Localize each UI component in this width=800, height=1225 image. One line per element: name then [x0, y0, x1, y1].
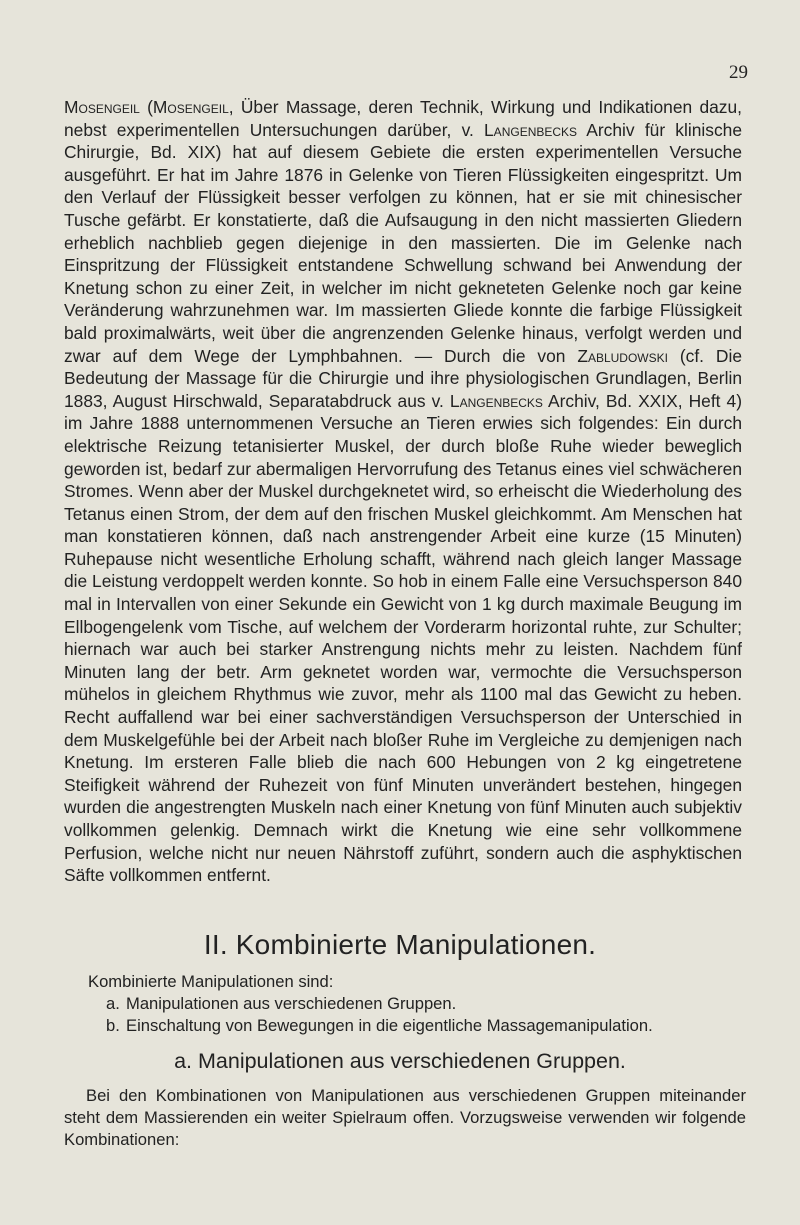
list-item-text: Einschaltung von Bewegungen in die eigentliche Massagemanipulation. — [126, 1016, 653, 1035]
journal-reference: Langenbecks — [449, 390, 543, 411]
paragraph-text: Archiv, Bd. XXIX, Heft 4) im Jahre 1888 unternommenen Versuche an Tieren erwies sich folgendes: Ein durch elektrische Reizung tetanisierter Muskel, der durch bloße Ruhe wieder beweglich geworden ist, bedarf zur abermaligen Hervorrufung des Tetanus eines viel schwächeren Stromes. Wenn aber der Muskel durchgeknetet wird, so erheischt die Wiederholung des Tetanus einen Strom, der dem auf den frischen Muskel gleichkommt. Am Menschen hat man konstatieren können, daß nach anstrengender Arbeit eine kurze (15 Minuten) Ruhepause nicht wesentliche Erholung schafft, während nach gleich langer Massage die Leistung verdoppelt werden konnte. So hob in einem Falle eine Versuchsperson 840 mal in Intervallen von einer Sekunde ein Gewicht von 1 kg durch maximale Beugung im Ellbogengelenk vom Tische, auf welchem der Vorderarm horizontal ruhte, zur Schulter; hiernach war auch bei starker Anstrengung nichts mehr zu leisten. Nachdem fünf Minuten lang der betr. Arm geknetet worden war, vermochte die Versuchsperson mühelos in gleichem Rhythmus wie zuvor, mehr als 1100 mal das Gewicht zu heben. Recht auffallend war bei einer sachverständigen Versuchsperson der Unterschied in dem Muskelgefühle bei der Arbeit nach bloßer Ruhe im Vergleiche zu demjenigen nach Knetung. Im ersteren Falle blieb die nach 600 Hebungen von 2 kg eingetretene Steifigkeit während der Ruhezeit von fünf Minuten unverändert bestehen, hingegen wurden die angestrengten Muskeln nach einer Knetung von fünf Minuten auch subjektiv vollkommen gelenkig. Demnach wirkt die Knetung wie eine sehr vollkommene Perfusion, welche nicht nur neuen Nährstoff zuführt, sondern auch die asphyktischen Säfte vollkommen entfernt. — [64, 390, 742, 886]
author-name: Zabludowski — [577, 345, 668, 366]
list-item — [106, 1015, 766, 1037]
author-name: Mosengeil — [152, 97, 229, 117]
paragraph-combinations: Bei den Kombinationen von Manipulationen aus verschiedenen Gruppen miteinander steht dem Massierenden ein weiter Spielraum offen. Vorzugsweise verwenden wir folgende Kombinationen: — [64, 1086, 746, 1149]
paragraph-text: Archiv für klinische Chirurgie, Bd. XIX) hat auf diesem Gebiete die ersten experimentellen Versuche ausgeführt. Er hat im Jahre 1876 in Gelenke von Tieren Flüssigkeiten eingespritzt. Um den Verlauf der Flüssigkeit besser verfolgen zu können, hat er sie mit chinesischer Tusche gefärbt. Er konstatierte, daß die Aufsaugung in den nicht massierten Gliedern erheblich nachblieb gegen diejenige in den massierten. Die im Gelenke nach Einspritzung der Flüssigkeit entstandene Schwellung schwand bei Anwendung der Knetung schon zu einer Zeit, in welcher im nicht gekneteten Gelenke noch gar keine Veränderung wahrzunehmen war. Im massierten Gliede konnte die farbige Flüssigkeit bald proximalwärts, weit über die angrenzenden Gelenke hinaus, verfolgt werden und zwar auf dem Wege der Lymphbahnen. — Durch die von — [64, 119, 743, 366]
list-marker: a. — [106, 994, 120, 1013]
author-name: Mosengeil — [64, 97, 140, 117]
citation-text: , Über Massage, deren Technik, Wirkung und Indikationen dazu, nebst experimentellen Untersuchungen darüber, v. — [64, 97, 742, 140]
manipulation-list — [106, 993, 766, 1037]
paragraph-text: (cf. Die Bedeutung der Massage für die Chirurgie und ihre physiologischen Grundlagen, Berlin 1883, August Hirschwald, Separatabdruck aus v. — [64, 345, 742, 411]
page-number: 29 — [729, 62, 748, 83]
list-item-text: Manipulationen aus verschiedenen Gruppen. — [126, 994, 457, 1013]
list-item — [106, 993, 766, 1015]
intro-line: Kombinierte Manipulationen sind: — [88, 972, 334, 991]
journal-reference: Langenbecks — [484, 119, 578, 140]
subsection-heading: a. Manipulationen aus verschiedenen Gruppen. — [174, 1049, 626, 1073]
paragraph-mosengeil: Mosengeil (Mosengeil, Über Massage, deren Technik, Wirkung und Indikationen dazu, nebst experimentellen Untersuchungen darüber, v. Langenbecks Archiv für klinische Chirurgie, Bd. XIX) hat auf diesem Gebiete die ersten experimentellen Versuche ausgeführt. Er hat im Jahre 1876 in Gelenke von Tieren Flüssigkeiten eingespritzt. Um den Verlauf der Flüssigkeit besser verfolgen zu können, hat er sie mit chinesischer Tusche gefärbt. Er konstatierte, daß die Aufsaugung in den nicht massierten Gliedern erheblich nachblieb gegen diejenige in den massierten. Die im Gelenke nach Einspritzung der Flüssigkeit entstandene Schwellung schwand bei Anwendung der Knetung schon zu einer Zeit, in welcher im nicht gekneteten Gelenke noch gar keine Veränderung wahrzunehmen war. Im massierten Gliede konnte die farbige Flüssigkeit bald proximalwärts, weit über die angrenzenden Gelenke hinaus, verfolgt werden und zwar auf dem Wege der Lymphbahnen. — Durch die von Zabludowski (cf. Die Bedeutung der Massage für die Chirurgie und ihre physiologischen Grundlagen, Berlin 1883, August Hirschwald, Separatabdruck aus v. Langenbecks Archiv, Bd. XXIX, Heft 4) im Jahre 1888 unternommenen Versuche an Tieren erwies sich folgendes: Ein durch elektrische Reizung tetanisierter Muskel, der durch bloße Ruhe wieder beweglich geworden ist, bedarf zur abermaligen Hervorrufung des Tetanus eines viel schwächeren Stromes. Wenn aber der Muskel durchgeknetet wird, so erheischt die Wiederholung des Tetanus einen Strom, der dem auf den frischen Muskel gleichkommt. Am Menschen hat man konstatieren können, daß nach anstrengender Arbeit eine kurze (15 Minuten) Ruhepause nicht wesentliche Erholung schafft, während nach gleich langer Massage die Leistung verdoppelt werden konnte. So hob in einem Falle eine Versuchsperson 840 mal in Intervallen von einer Sekunde ein Gewicht von 1 kg durch maximale Beugung im Ellbogengelenk vom Tische, auf welchem der Vorderarm horizontal ruhte, zur Schulter; hiernach war auch bei starker Anstrengung nichts mehr zu leisten. Nachdem fünf Minuten lang der betr. Arm geknetet worden war, vermochte die Versuchsperson mühelos in gleichem Rhythmus wie zuvor, mehr als 1100 mal das Gewicht zu heben. Recht auffallend war bei einer sachverständigen Versuchsperson der Unterschied in dem Muskelgefühle bei der Arbeit nach bloßer Ruhe im Vergleiche zu demjenigen nach Knetung. Im ersteren Falle blieb die nach 600 Hebungen von 2 kg eingetretene Steifigkeit während der Ruhezeit von fünf Minuten unverändert bestehen, hingegen wurden die angestrengten Muskeln nach einer Knetung von fünf Minuten auch subjektiv vollkommen gelenkig. Demnach wirkt die Knetung wie eine sehr vollkommene Perfusion, welche nicht nur neuen Nährstoff zuführt, sondern auch die asphyktischen Säfte vollkommen entfernt. — [64, 97, 743, 886]
section-heading: II. Kombinierte Manipulationen. — [203, 929, 597, 960]
list-marker: b. — [106, 1016, 120, 1035]
